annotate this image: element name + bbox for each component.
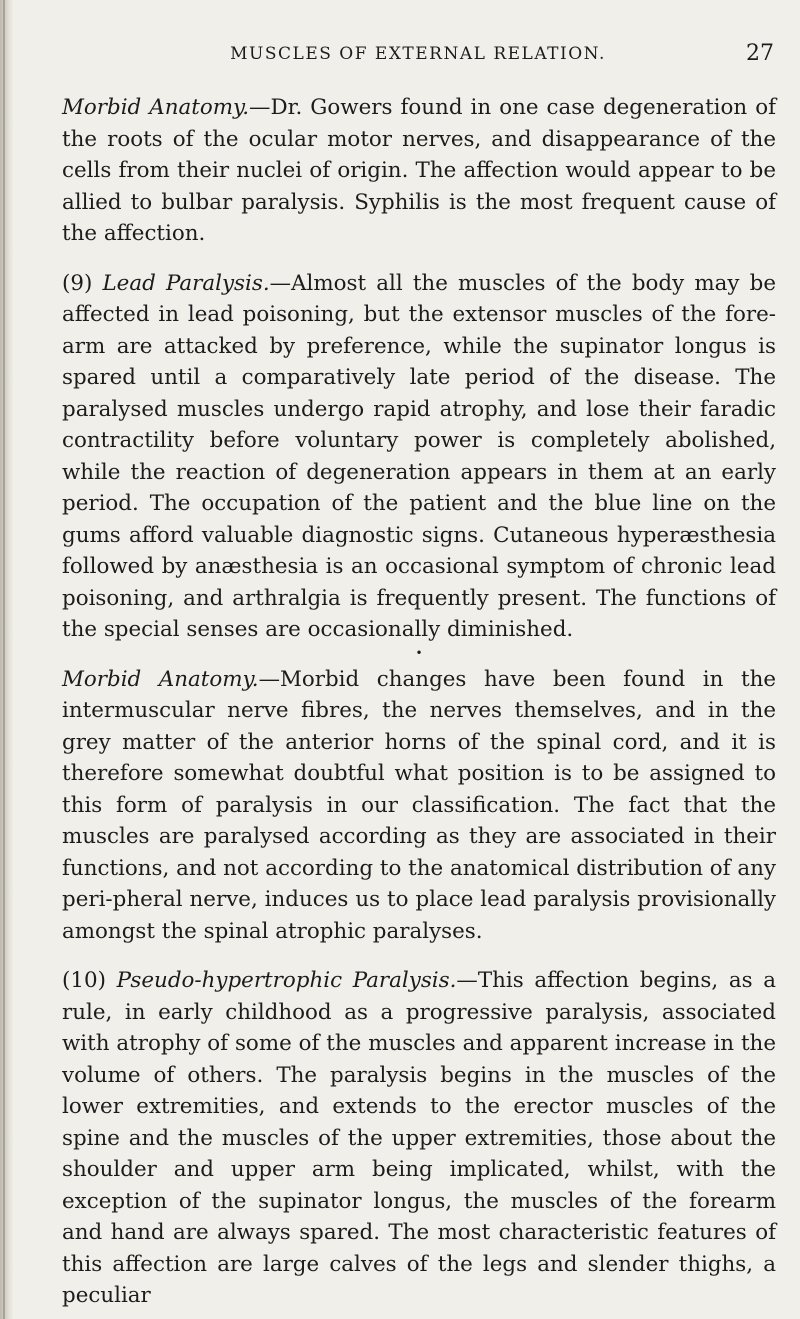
paragraph-lead: Morbid Anatomy. xyxy=(62,95,250,120)
paragraph-morbid-anatomy-1 xyxy=(62,92,776,250)
paragraph-text: —Dr. Gowers found in one case degeneration of the roots of the ocular motor nerves, and disappearance of the cells from their nuclei of origin. The affection would appear to be allied to bulbar paralysis. Syphilis is the most frequent cause of the affection. xyxy=(62,95,776,246)
page-number: 27 xyxy=(746,41,774,66)
paragraph-lead: Lead Paralysis. xyxy=(102,270,270,296)
paragraph-text: —This affection begins, as a rule, in early childhood as a progressive paralysis, associated with atrophy of some of the muscles and apparent increase in the volume of others. The paralysis begins in the muscles of the lower extremities, and extends to the erector muscles of the spine and the muscles of the upper extremities, those about the shoulder and upper arm being implicated, whilst, with the exception of the supinator longus, the muscles of the forearm and hand are always spared. The most characteristic features of this affection are large calves of the legs and slender thighs, a peculiar xyxy=(62,968,776,1308)
paragraph-lead: Morbid Anatomy. xyxy=(62,666,259,692)
binding-edge xyxy=(3,0,5,1319)
ink-mark: • xyxy=(415,645,423,660)
paragraph-pseudo-hypertrophic xyxy=(62,965,776,1312)
paragraph-number: (10) xyxy=(62,968,117,993)
paragraph-number: (9) xyxy=(62,270,103,296)
page-body xyxy=(62,92,776,1312)
paragraph-text: —Morbid changes have been found in the intermuscular nerve fibres, the nerves themselves, and in the grey matter of the anterior horns of the spinal cord, and it is therefore somewhat doubtful what position is to be assigned to this form of paralysis in our classification. The fact that the muscles are paralysed according as they are associated in their functions, and not according to the anatomical distribution of any peri-pheral nerve, induces us to place lead paralysis provisionally amongst the spinal atrophic paralyses. xyxy=(62,666,777,944)
paragraph-morbid-anatomy-2 xyxy=(62,664,776,948)
running-title: MUSCLES OF EXTERNAL RELATION. xyxy=(230,44,606,64)
paragraph-text: —Almost all the muscles of the body may be affected in lead poisoning, but the extensor muscles of the fore-arm are attacked by preference, while the supinator longus is spared until a comparatively late period of the disease. The paralysed muscles undergo rapid atrophy, and lose their faradic contractility before voluntary power is completely abolished, while the reaction of degeneration appears in them at an early period. The occupation of the patient and the blue line on the gums afford valuable diagnostic signs. Cutaneous hyperæsthesia followed by anæsthesia is an occasional symptom of chronic lead poisoning, and arthralgia is frequently present. The functions of the special senses are occasionally diminished. xyxy=(62,270,776,642)
paragraph-lead: Pseudo-hypertrophic Paralysis. xyxy=(116,968,457,993)
page-header xyxy=(62,41,774,74)
paragraph-lead-paralysis xyxy=(62,268,776,646)
